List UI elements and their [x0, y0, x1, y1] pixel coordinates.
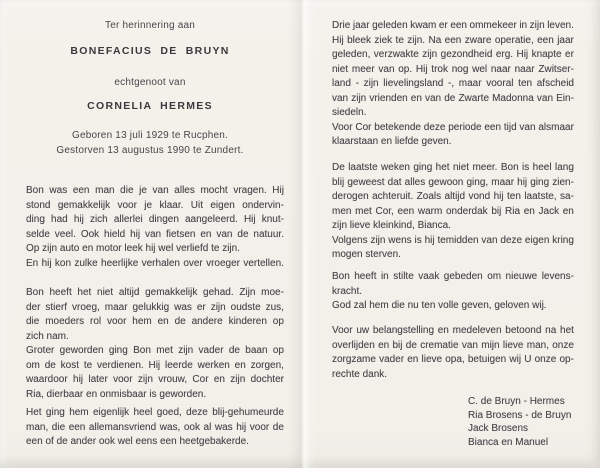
text-line: Voor uw belangstelling en medeleven betoond na het	[332, 325, 574, 336]
paragraph	[332, 19, 574, 150]
paragraph	[332, 270, 574, 314]
text-line: Bon heeft in stilte vaak gebeden om nieuwe levens-	[332, 271, 574, 282]
text-line: En hij kon zulke heerlijke verhalen over vroeger vertellen.	[26, 257, 284, 269]
left-page-text	[26, 184, 284, 450]
text-line: van zijn vrienden en van de Zwarte Madonna van Ein-	[332, 92, 574, 104]
text-line: Op zijn auto en motor leek hij wel verliefd te zijn.	[26, 243, 240, 254]
text-line: Ria, dierbaar en onmisbaar is geworden.	[26, 388, 207, 400]
text-line: zijn lieve kleinkind, Bianca.	[332, 220, 451, 231]
paragraph	[26, 406, 284, 450]
text-line: waardoor hij later voor zijn vrouw, Cor en zijn dochter	[26, 374, 284, 385]
text-line: Volgens zijn wens is hij temidden van deze eigen kring	[332, 234, 574, 246]
signature-line: Bianca en Manuel	[468, 436, 549, 448]
text-line: God zal hem die nu ten volle geven, geloven wij.	[332, 300, 547, 311]
text-line: selde veel. Ook hield hij van fietsen en van de natuur.	[26, 228, 284, 240]
deceased-name: BONEFACIUS DE BRUYN	[70, 45, 230, 57]
text-line: Groter geworden ging Bon met zijn vader de baan op	[26, 345, 284, 356]
text-line: overlijden en bij de crematie van mijn lieve man, onze	[332, 339, 574, 351]
text-line: zich nam.	[26, 330, 69, 342]
text-line: om de kost te verdienen. Hij leerde werken en zorgen,	[26, 359, 284, 371]
text-line: derogen achteruit. Zoals altijd vond hij ten laatste, sa-	[332, 191, 574, 202]
text-line: kracht.	[332, 285, 363, 297]
text-line: Bon heeft het niet altijd gemakkelijk gehad. Zijn moe-	[26, 287, 284, 298]
text-line: stond gemakkelijk voor je klaar. Uit eigen ondervin-	[26, 199, 284, 211]
signature-block	[332, 395, 574, 449]
death-date-line: Gestorven 13 augustus 1990 te Zundert.	[56, 145, 244, 156]
paragraph	[332, 324, 574, 382]
left-page-header	[24, 0, 276, 175]
birth-date-line: Geboren 13 juli 1929 te Rucphen.	[72, 130, 228, 141]
text-line: men met Cor, een warm onderdak bij Ria en Jack en	[332, 205, 574, 217]
signature-line: Jack Brosens	[468, 423, 529, 434]
right-page-text	[332, 19, 574, 449]
signature-line: C. de Bruyn - Hermes	[468, 396, 565, 407]
text-line: niet meer van op. Hij trok nog wel naar naar Zwitser-	[332, 63, 574, 75]
paragraph	[26, 286, 284, 402]
spouse-name: CORNELIA HERMES	[87, 100, 213, 112]
text-line: Hij bleek ziek te zijn. Na een zware operatie, een jaar	[332, 34, 574, 46]
text-line: Voor Cor betekende deze periode een tijd van alsmaar	[332, 121, 574, 133]
fold-crease	[288, 0, 316, 468]
text-line: een of de ander ook wel eens een heetgebakerde.	[26, 436, 249, 447]
text-line: die moeders rol voor hem en de andere kinderen op	[26, 316, 284, 327]
text-line: der stierf vroeg, maar gelukkig was er zijn oudste zus,	[26, 301, 284, 313]
text-line: De laatste weken ging het niet meer. Bon is heel lang	[332, 162, 574, 173]
text-line: Het ging hem eigenlijk heel goed, deze blij-gehumeurde	[26, 407, 284, 418]
text-line: siedeln.	[332, 107, 367, 118]
text-line: ding had hij zich allerlei dingen aangeleerd. Hij knut-	[26, 214, 284, 225]
paragraph	[26, 184, 284, 271]
paragraph	[332, 161, 574, 263]
signature-line: Ria Brosens - de Bruyn	[468, 409, 572, 421]
text-line: Bon was een man die je van alles mocht vragen. Hij	[26, 185, 284, 196]
relation-line: echtgenoot van	[114, 77, 186, 88]
text-line: geleden, verzwakte zijn gezondheid erg. Hij knapte er	[332, 49, 574, 60]
text-line: land - zijn lievelingsland -, maar vooral ten afscheid	[332, 78, 574, 89]
text-line: zorgzame vader en lieve opa, betuigen wij U onze op-	[332, 354, 574, 365]
text-line: klaarstaan en liefde geven.	[332, 136, 452, 147]
text-line: mogen sterven.	[332, 249, 401, 260]
text-line: blij geweest dat alles gewoon ging, maar hij ging zien-	[332, 176, 574, 188]
text-line: man, die een allemansvriend was, ook al was hij voor de	[26, 421, 284, 433]
text-line: rechte dank.	[332, 368, 388, 380]
text-line: Drie jaar geleden kwam er een ommekeer in zijn leven.	[332, 20, 574, 31]
in-memoriam-line: Ter herinnering aan	[105, 20, 195, 31]
